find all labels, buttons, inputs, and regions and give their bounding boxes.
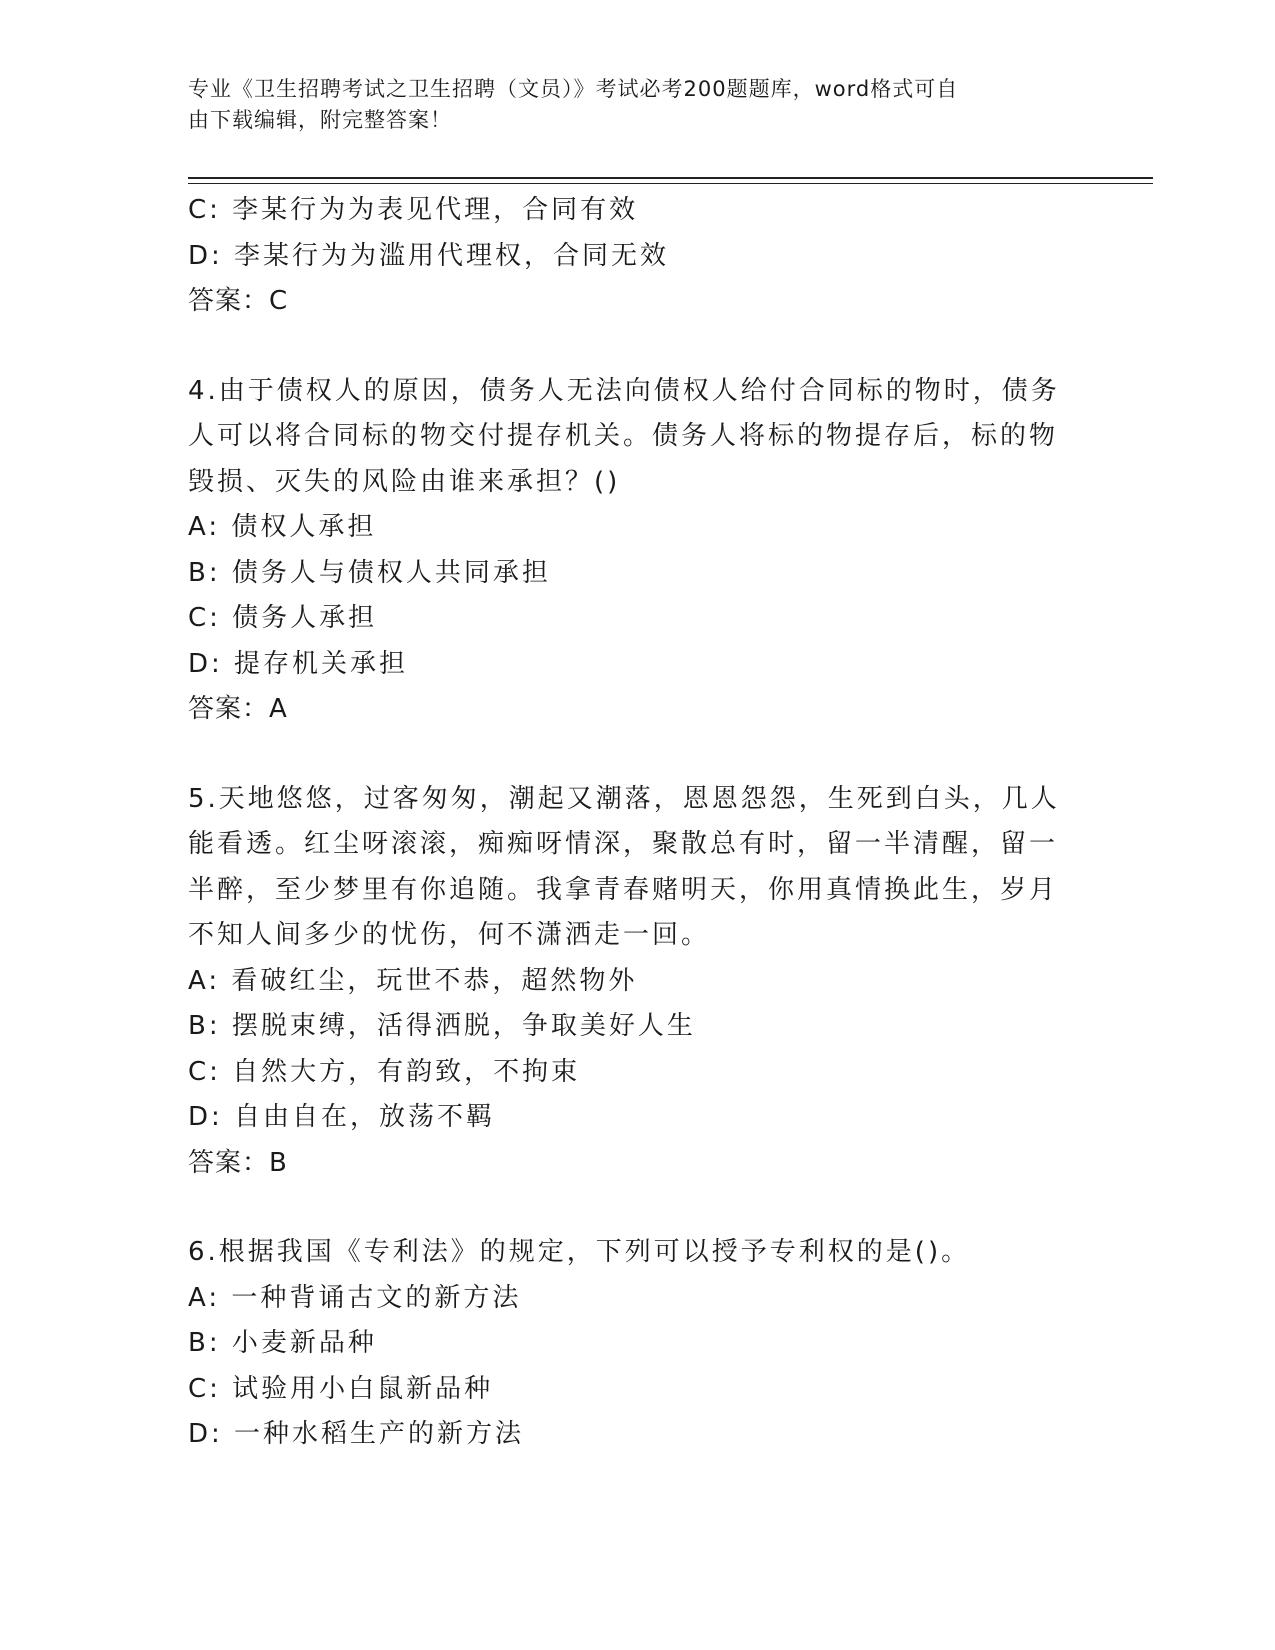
question-stem-line: 不知人间多少的忧伤，何不潇洒走一回。 bbox=[188, 920, 711, 950]
option-b: B: 债务人与债权人共同承担 bbox=[188, 557, 551, 588]
question-4 bbox=[188, 369, 1068, 733]
option-b: B: 小麦新品种 bbox=[188, 1328, 377, 1358]
spacer bbox=[188, 1186, 1068, 1230]
option-a: A: 看破红尘，玩世不恭，超然物外 bbox=[188, 965, 638, 996]
header-line-2: 由下载编辑，附完整答案！ bbox=[188, 108, 452, 132]
question-6 bbox=[188, 1230, 1068, 1458]
spacer bbox=[188, 325, 1068, 369]
header-divider-thin bbox=[188, 183, 1153, 184]
question-list bbox=[188, 188, 1068, 1458]
header-divider-thick bbox=[188, 177, 1153, 179]
answer-text: 答案：A bbox=[188, 694, 288, 724]
question-5 bbox=[188, 777, 1068, 1187]
option-a: A: 债权人承担 bbox=[188, 512, 377, 542]
question-stem-line: 4.由于债权人的原因，债务人无法向债权人给付合同标的物时，债务 bbox=[188, 375, 1060, 406]
question-3-partial bbox=[188, 188, 1068, 325]
question-stem-line: 人可以将合同标的物交付提存机关。债务人将标的物提存后，标的物 bbox=[188, 421, 1059, 451]
question-stem-line: 5.天地悠悠，过客匆匆，潮起又潮落，恩恩怨怨，生死到白头，几人 bbox=[188, 783, 1060, 814]
option-d: D: 提存机关承担 bbox=[188, 648, 409, 679]
option-d: D: 自由自在，放荡不羁 bbox=[188, 1102, 496, 1132]
header-line-1: 专业《卫生招聘考试之卫生招聘（文员）》考试必考200题题库，word格式可自 bbox=[188, 77, 959, 101]
option-c: C: 试验用小白鼠新品种 bbox=[188, 1373, 494, 1404]
answer-text: 答案：C bbox=[188, 286, 289, 316]
question-stem-line: 能看透。红尘呀滚滚，痴痴呀情深，聚散总有时，留一半清醒，留一 bbox=[188, 829, 1059, 859]
spacer bbox=[188, 733, 1068, 777]
option-d: D: 李某行为为滥用代理权，合同无效 bbox=[188, 240, 670, 271]
question-stem-line: 半醉，至少梦里有你追随。我拿青春赌明天，你用真情换此生，岁月 bbox=[188, 874, 1059, 905]
question-stem-line: 毁损、灭失的风险由谁来承担？() bbox=[188, 466, 621, 497]
option-c: C: 李某行为为表见代理，合同有效 bbox=[188, 195, 639, 225]
document-header bbox=[188, 74, 1068, 136]
option-d: D: 一种水稻生产的新方法 bbox=[188, 1419, 525, 1449]
option-c: C: 债务人承担 bbox=[188, 603, 378, 633]
answer-text: 答案：B bbox=[188, 1147, 288, 1178]
option-b: B: 摆脱束缚，活得洒脱，争取美好人生 bbox=[188, 1011, 696, 1041]
option-a: A: 一种背诵古文的新方法 bbox=[188, 1282, 522, 1313]
option-c: C: 自然大方，有韵致，不拘束 bbox=[188, 1056, 581, 1087]
question-stem-line: 6.根据我国《专利法》的规定，下列可以授予专利权的是()。 bbox=[188, 1237, 971, 1267]
